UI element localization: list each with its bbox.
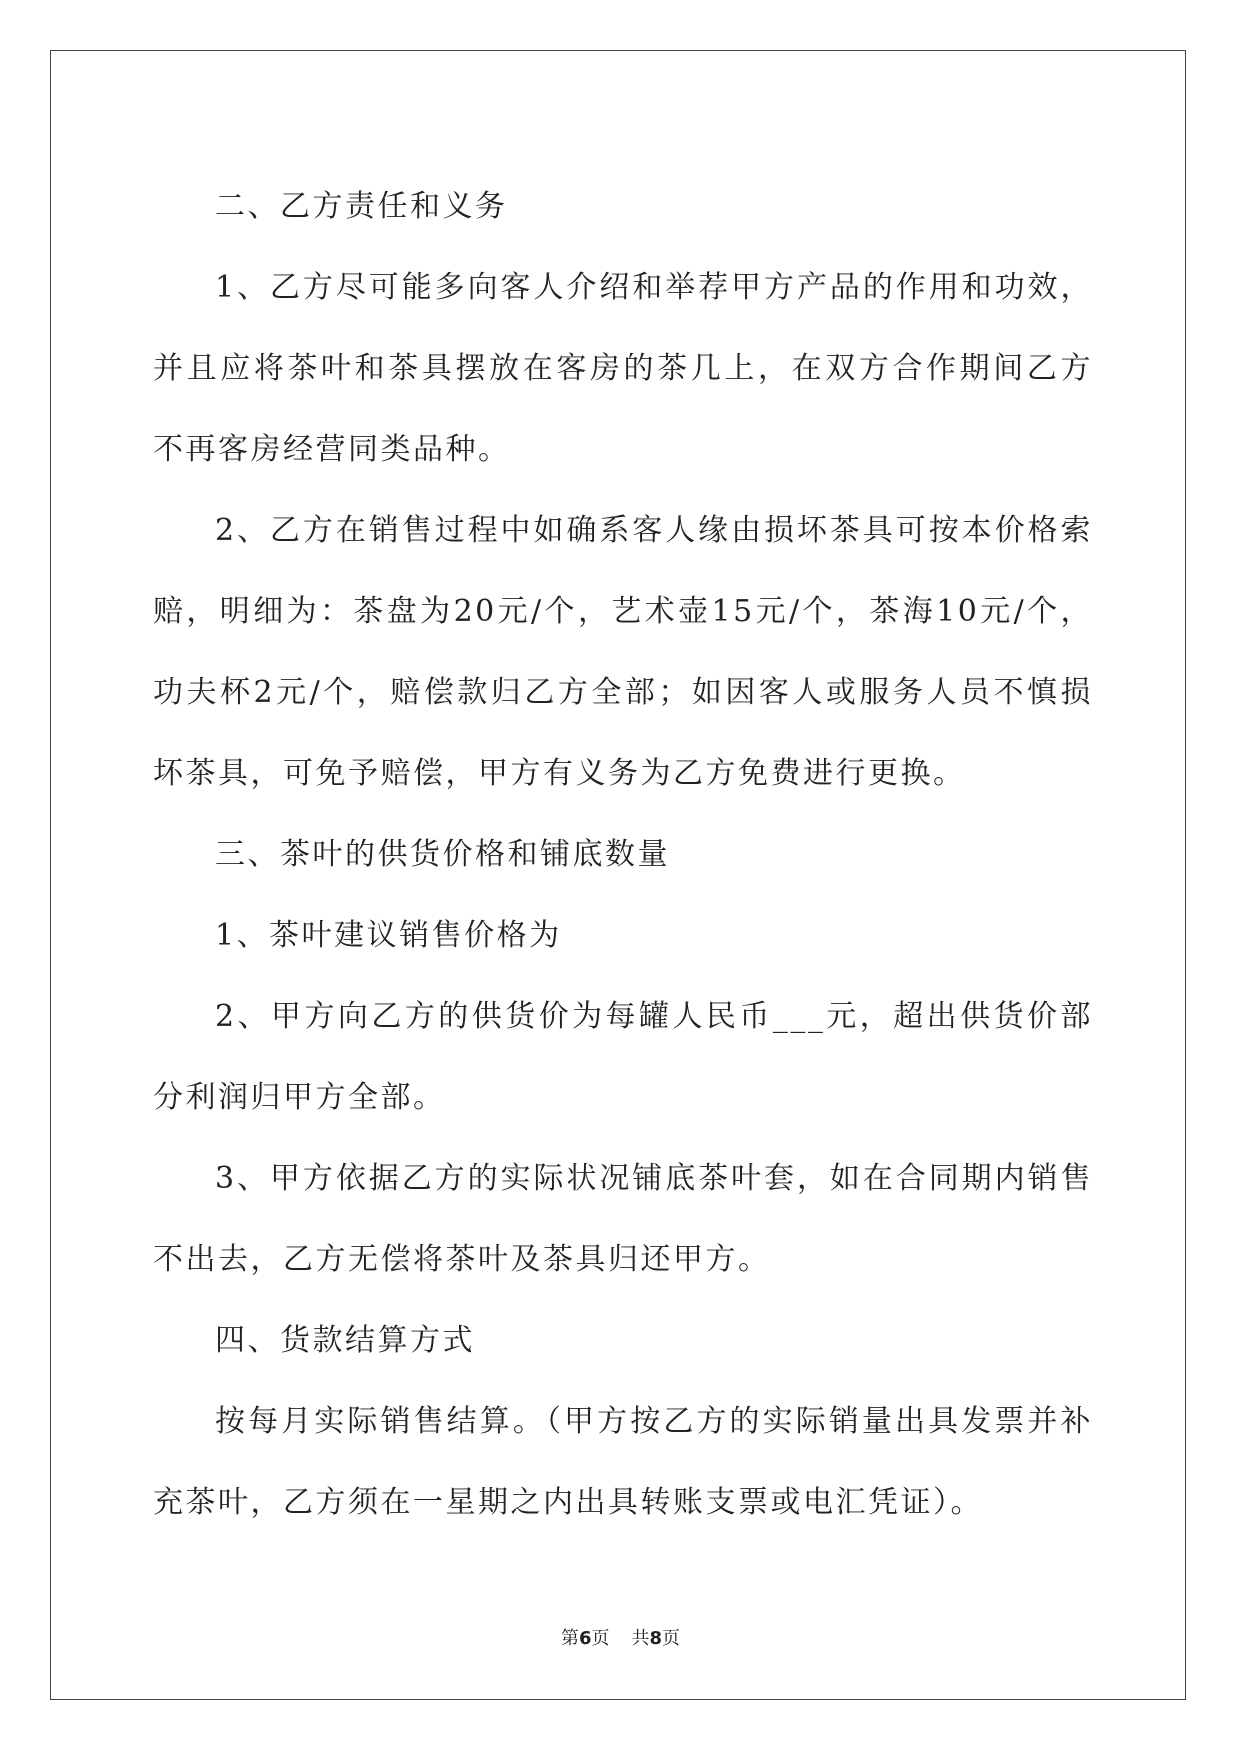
footer-page-number: 6 [578,1628,592,1649]
document-body [153,166,1093,1543]
section-heading-3: 三、茶叶的供货价格和铺底数量 [215,837,670,872]
paragraph-4-1: 按每月实际销售结算。（甲方按乙方的实际销量出具发票并补充茶叶，乙方须在一星期之内出具转账支票或电汇凭证）。 [153,1404,1093,1520]
paragraph-2-2: 2、乙方在销售过程中如确系客人缘由损坏茶具可按本价格索赔，明细为：茶盘为20元/个，艺术壶15元/个，茶海10元/个，功夫杯2元/个，赔偿款归乙方全部；如因客人或服务人员不慎损坏茶具，可免予赔偿，甲方有义务为乙方免费进行更换。 [153,513,1093,791]
page-footer [0,1624,1241,1650]
footer-page-suffix: 页 [591,1628,610,1649]
paragraph-2-1: 1、乙方尽可能多向客人介绍和举荐甲方产品的作用和功效，并且应将茶叶和茶具摆放在客房的茶几上，在双方合作期间乙方不再客房经营同类品种。 [153,270,1093,467]
footer-total-suffix: 页 [662,1628,681,1649]
footer-prefix: 第 [560,1628,579,1649]
footer-total-pages: 8 [649,1628,663,1649]
footer-total-prefix: 共 [631,1628,650,1649]
paragraph-3-3: 3、甲方依据乙方的实际状况铺底茶叶套，如在合同期内销售不出去，乙方无偿将茶叶及茶具归还甲方。 [153,1161,1093,1277]
paragraph-3-1: 1、茶叶建议销售价格为 [215,918,562,953]
paragraph-3-2: 2、甲方向乙方的供货价为每罐人民币___元，超出供货价部分利润归甲方全部。 [153,999,1093,1115]
section-heading-2: 二、乙方责任和义务 [215,189,508,224]
section-heading-4: 四、货款结算方式 [215,1323,475,1358]
